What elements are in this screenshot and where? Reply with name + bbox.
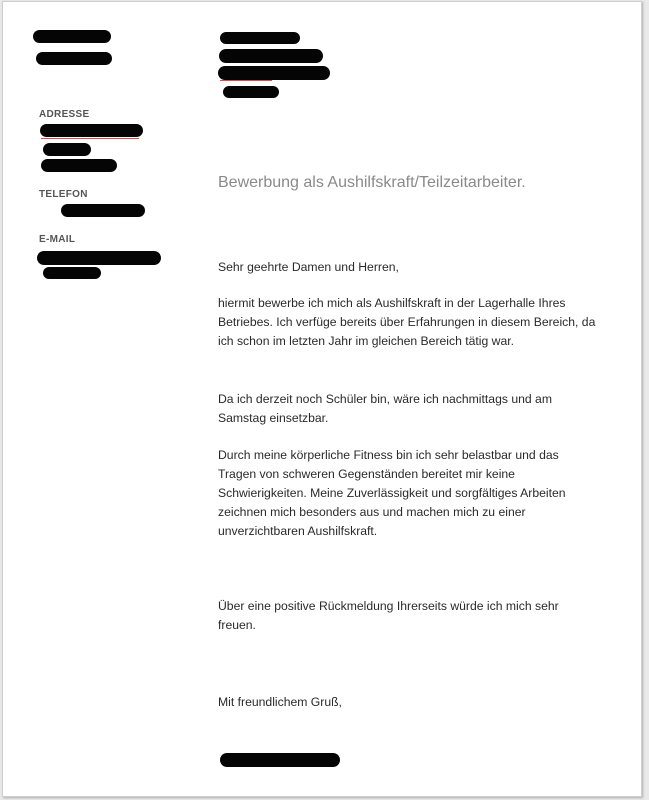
redacted-address-line-2 xyxy=(43,143,91,156)
redacted-signature-name xyxy=(220,753,340,767)
redacted-email-line-1 xyxy=(37,251,161,265)
redacted-email-line-2 xyxy=(43,267,101,279)
letter-paragraph-1: hiermit bewerbe ich mich als Aushilfskraft in der Lagerhalle Ihres Betriebes. Ich verfüge bereits über Erfahrungen in diesem Bereich, da ich schon im letzten Jahr im gleichen Bereich tätig war. xyxy=(218,296,596,348)
email-label: E-MAIL xyxy=(39,234,76,245)
redacted-sender-name xyxy=(33,30,111,43)
redacted-recipient-line-1 xyxy=(220,32,300,44)
address-label: ADRESSE xyxy=(39,109,90,120)
letter-closing: Mit freundlichem Gruß, xyxy=(218,695,342,709)
redacted-address-line-1 xyxy=(40,124,143,137)
letter-paragraph-2: Da ich derzeit noch Schüler bin, wäre ich nachmittags und am Samstag einsetzbar. xyxy=(218,392,552,425)
redacted-address-line-3 xyxy=(41,159,117,172)
letter-salutation: Sehr geehrte Damen und Herren, xyxy=(218,260,399,274)
letter-closing-request: Über eine positive Rückmeldung Ihrerseits würde ich mich sehr freuen. xyxy=(218,599,559,632)
redacted-recipient-line-4 xyxy=(223,86,279,98)
letter-paragraph-3: Durch meine körperliche Fitness bin ich sehr belastbar und das Tragen von schweren Gegenständen bereitet mir keine Schwierigkeiten. Meine Zuverlässigkeit und sorgfältiges Arbeiten zeichnen mich besonders aus und machen mich zu einer unverzichtbaren Aushilfskraft. xyxy=(218,448,566,538)
phone-label: TELEFON xyxy=(39,189,88,200)
spellcheck-underline-address xyxy=(41,138,139,139)
redacted-sender-name-line-2 xyxy=(36,52,112,65)
redacted-recipient-line-2 xyxy=(219,49,323,63)
letter-page xyxy=(2,1,642,797)
letter-subject: Bewerbung als Aushilfskraft/Teilzeitarbeiter. xyxy=(218,174,526,191)
redacted-phone-number xyxy=(61,204,145,217)
spellcheck-underline xyxy=(220,80,272,81)
redacted-recipient-line-3 xyxy=(218,66,330,80)
